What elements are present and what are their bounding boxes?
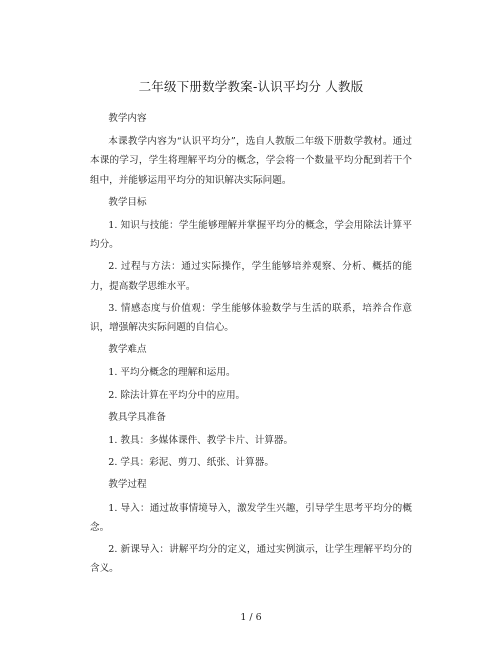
material-item: 1. 教具：多媒体课件、教学卡片、计算器。 — [108, 435, 294, 447]
material-item: 2. 学具：彩泥、剪刀、纸张、计算器。 — [108, 457, 274, 469]
difficulty-item: 2. 除法计算在平均分中的应用。 — [108, 389, 246, 401]
objective-item: 1. 知识与技能：学生能够理解并掌握平均分的概念，学会用除法计算平均分。 — [90, 220, 412, 251]
objective-item: 2. 过程与方法：通过实际操作，学生能够培养观察、分析、概括的能力，提高数学思维水平。 — [90, 261, 412, 292]
section-heading-difficulties: 教学难点 — [108, 344, 147, 356]
section-heading-materials: 教具学具准备 — [108, 411, 166, 423]
document-title: 二年级下册数学教案-认识平均分 人教版 — [138, 79, 364, 94]
document-body — [90, 109, 412, 581]
section-heading-process: 教学过程 — [108, 479, 147, 491]
objective-item: 3. 情感态度与价值观：学生能够体验数学与生活的联系，培养合作意识，增强解决实际问题的自信心。 — [90, 302, 412, 334]
difficulty-item: 1. 平均分概念的理解和运用。 — [108, 367, 236, 379]
paragraph-content-intro: 本课教学内容为“认识平均分”，选自人教版二年级下册数学教材。通过本课的学习，学生将理解平均分的概念，学会将一个数量平均分配到若干个组中，并能够运用平均分的知识解决实际问题。 — [90, 136, 412, 186]
process-item: 2. 新课导入：讲解平均分的定义，通过实例演示，让学生理解平均分的含义。 — [90, 544, 412, 575]
section-heading-objectives: 教学目标 — [108, 196, 147, 208]
page-number: 1 / 6 — [240, 612, 262, 623]
process-item: 1. 导入：通过故事情境导入，激发学生兴趣，引导学生思考平均分的概念。 — [90, 502, 412, 533]
section-heading-content: 教学内容 — [108, 113, 147, 124]
